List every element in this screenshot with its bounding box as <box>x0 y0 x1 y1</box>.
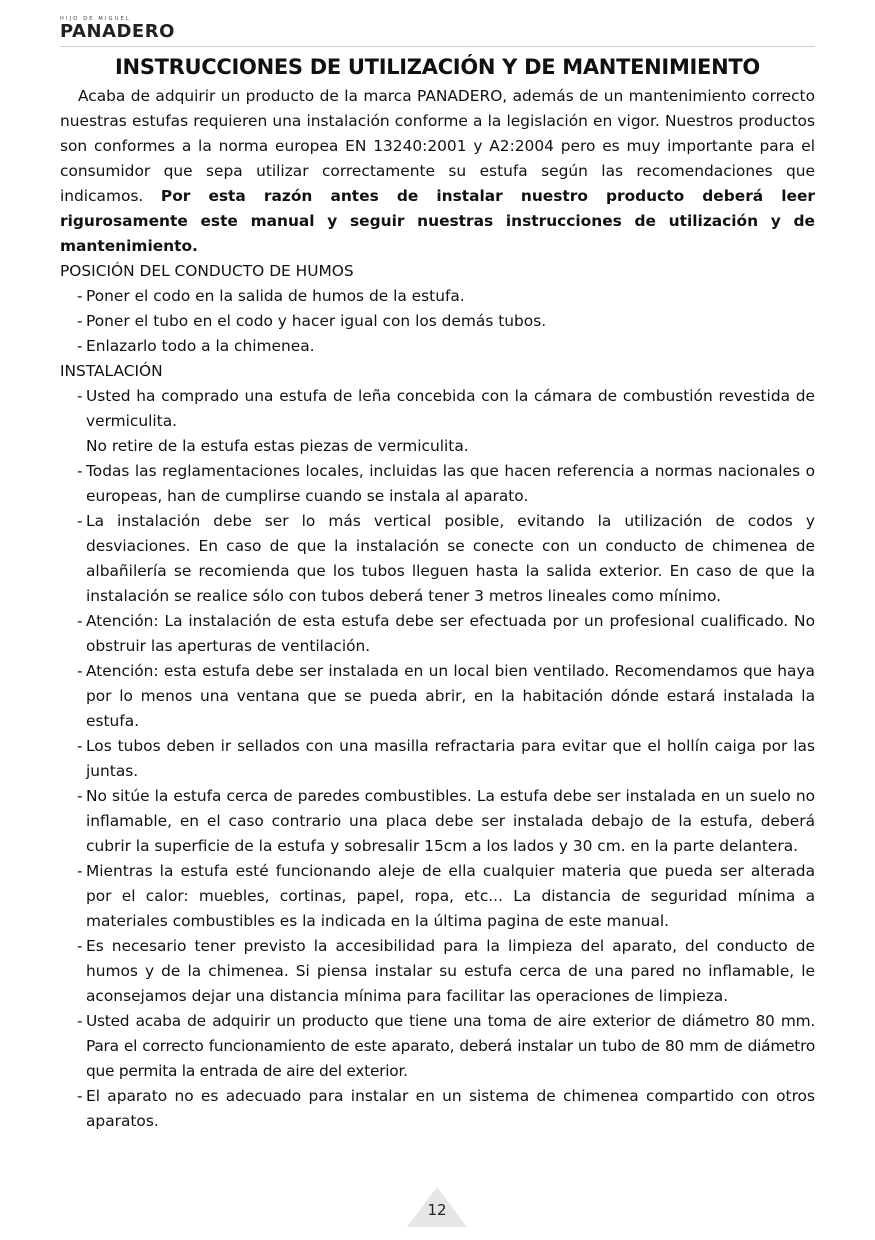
list-item-continuation <box>60 434 815 459</box>
list-item: - La instalación debe ser lo más vertical posible, evitando la utilización de codos y desviaciones. En caso de que la instalación se conecte con un conducto de chimenea de albañilería se recomienda que los tubos lleguen hasta la salida exterior. En caso de que la instalación se realice sólo con tubos deberá tener 3 metros lineales como mínimo. <box>60 509 815 609</box>
installation-list <box>60 384 815 1134</box>
list-item: - Los tubos deben ir sellados con una masilla refractaria para evitar que el hollín caiga por las juntas. <box>60 734 815 784</box>
list-item: - Poner el codo en la salida de humos de la estufa. <box>60 284 815 309</box>
list-item: - Poner el tubo en el codo y hacer igual con los demás tubos. <box>60 309 815 334</box>
flue-steps-list <box>60 284 815 359</box>
intro-bold-text: Por esta razón antes de instalar nuestro producto deberá leer rigurosamente este manual y seguir nuestras instrucciones de utilización y de mantenimiento. <box>60 187 816 255</box>
section-heading-installation: INSTALACIÓN <box>60 362 163 380</box>
page-number: 12 <box>427 1201 447 1219</box>
continuation-text: No retire de la estufa estas piezas de vermiculita. <box>86 437 469 455</box>
list-item: - Mientras la estufa esté funcionando aleje de ella cualquier materia que pueda ser alterada por el calor: muebles, cortinas, papel, ropa, etc... La distancia de seguridad mínima a materiales combustibles es la indicada en la última pagina de este manual. <box>60 859 815 934</box>
list-item-air-intake: - Usted acaba de adquirir un producto que tiene una toma de aire exterior de diámetro 80 mm. Para el correcto funcionamiento de este aparato, deberá instalar un tubo de 80 mm de diámetro que permita la entrada de aire del exterior. <box>60 1009 815 1084</box>
list-item: - Todas las reglamentaciones locales, incluidas las que hacen referencia a normas nacionales o europeas, han de cumplirse cuando se instala al aparato. <box>60 459 815 509</box>
page-title: INSTRUCCIONES DE UTILIZACIÓN Y DE MANTENIMIENTO <box>115 55 760 79</box>
section-heading-flue: POSICIÓN DEL CONDUCTO DE HUMOS <box>60 262 354 280</box>
list-item: - Atención: esta estufa debe ser instalada en un local bien ventilado. Recomendamos que haya por lo menos una ventana que se pueda abrir, en la habitación dónde estará instalada la estufa. <box>60 659 815 734</box>
list-item: - Atención: La instalación de esta estufa debe ser efectuada por un profesional cualificado. No obstruir las aperturas de ventilación. <box>60 609 815 659</box>
list-item: - El aparato no es adecuado para instalar en un sistema de chimenea compartido con otros aparatos. <box>60 1084 815 1134</box>
intro-paragraph <box>60 84 815 259</box>
page-number-badge <box>405 1185 469 1227</box>
brand-logo <box>60 16 175 46</box>
list-item: - Es necesario tener previsto la accesibilidad para la limpieza del aparato, del conducto de humos y de la chimenea. Si piensa instalar su estufa cerca de una pared no inflamable, le aconsejamos dejar una distancia mínima para facilitar las operaciones de limpieza. <box>60 934 815 1009</box>
list-item: - Enlazarlo todo a la chimenea. <box>60 334 815 359</box>
intro-text: Acaba de adquirir un producto de la marca PANADERO, además de un mantenimiento correcto nuestras estufas requieren una instalación conforme a la legislación en vigor. Nuestros productos son conformes a la norma europea EN 13240:2001 y A2:2004 pero es muy importante para el consumidor que sepa utilizar correctamente su estufa según las recomendaciones que indicamos. <box>60 87 815 205</box>
list-item: - Usted ha comprado una estufa de leña concebida con la cámara de combustión revestida de vermiculita. <box>60 384 815 434</box>
header-divider <box>60 46 815 47</box>
document-body <box>60 52 815 1134</box>
list-item: - No sitúe la estufa cerca de paredes combustibles. La estufa debe ser instalada en un suelo no inflamable, en el caso contrario una placa debe ser instalada debajo de la estufa, deberá cubrir la superficie de la estufa y sobresalir 15cm a los lados y 30 cm. en la parte delantera. <box>60 784 815 859</box>
logo-wordmark: PANADERO <box>60 21 175 42</box>
logo-tagline: HIJO DE MIGUEL <box>60 16 131 22</box>
